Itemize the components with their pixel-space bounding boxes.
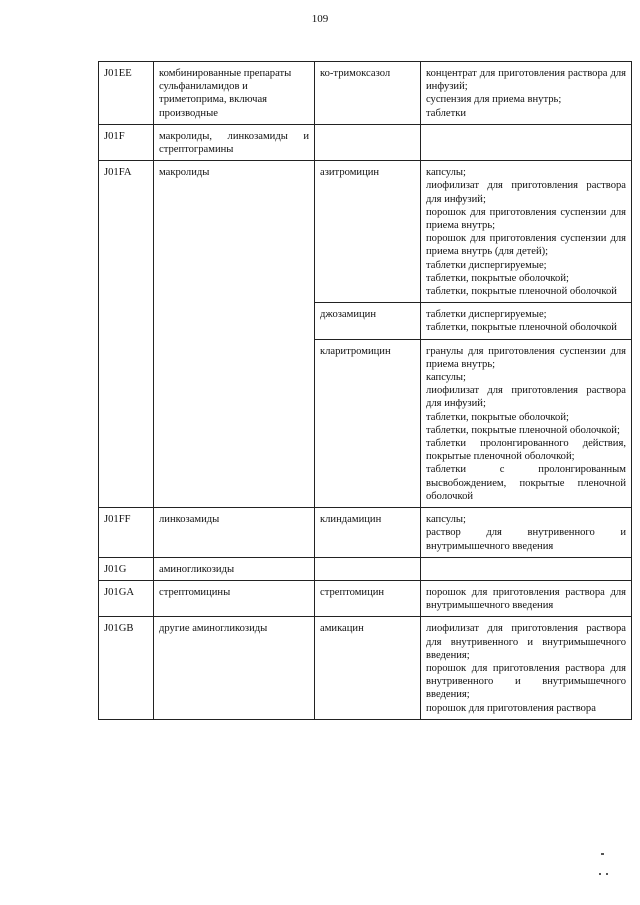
dosage-forms-cell [421, 508, 632, 558]
group-name-cell: другие аминогликозиды [154, 617, 315, 719]
group-name-cell: макролиды [154, 161, 315, 508]
atc-code-cell: J01F [99, 124, 154, 160]
table-row-j01gb [99, 617, 632, 719]
drug-name-cell: азитромицин [315, 161, 421, 303]
dosage-form: таблетки диспергируемые; [426, 259, 547, 271]
dosage-form: таблетки пролонгированного действия, покрытые пленочной оболочкой; [426, 438, 626, 463]
table-row-j01f [99, 124, 632, 160]
atc-code-cell: J01G [99, 557, 154, 580]
table-row-j01g [99, 557, 632, 580]
atc-code-cell: J01FA [99, 161, 154, 508]
dosage-form: лиофилизат для приготовления раствора для инфузий; [426, 385, 626, 410]
atc-code-cell: J01FF [99, 508, 154, 558]
table-row-j01fa [99, 161, 632, 303]
dosage-form: таблетки диспергируемые; [426, 309, 547, 321]
atc-code-cell: J01EE [99, 62, 154, 125]
dosage-form: гранулы для приготовления суспензии для приема внутрь; [426, 345, 626, 370]
dosage-form: лиофилизат для приготовления раствора для внутривенного и внутримышечного введения; [426, 623, 626, 661]
dosage-forms-cell [421, 303, 632, 339]
group-name-cell: макролиды, линкозамиды и стрептограмины [154, 124, 315, 160]
dosage-form: порошок для приготовления раствора [426, 702, 596, 714]
dosage-form: таблетки, покрытые пленочной оболочкой [426, 322, 617, 334]
atc-code-cell: J01GA [99, 580, 154, 616]
scan-artifact-mark [599, 873, 601, 875]
dosage-form: капсулы; [426, 372, 466, 384]
drug-name-cell [315, 557, 421, 580]
drug-name-cell: кларитромицин [315, 339, 421, 507]
dosage-form: лиофилизат для приготовления раствора для инфузий; [426, 180, 626, 205]
dosage-form: таблетки, покрытые пленочной оболочкой; [426, 424, 620, 436]
group-name-cell: аминогликозиды [154, 557, 315, 580]
dosage-form: таблетки [426, 107, 467, 119]
scan-artifact-mark [601, 853, 604, 855]
group-name-cell: комбинированные препараты сульфаниламидов и триметоприма, включая производные [154, 62, 315, 125]
table-row-j01ga [99, 580, 632, 616]
dosage-form: порошок для приготовления раствора для внутримышечного введения [426, 586, 626, 612]
drug-name-cell: стрептомицин [315, 580, 421, 616]
table-row-j01ff [99, 508, 632, 558]
drug-table [98, 61, 632, 720]
dosage-forms-cell [421, 124, 632, 160]
dosage-forms-cell [421, 62, 632, 125]
dosage-form: таблетки, покрытые пленочной оболочкой [426, 286, 617, 298]
table-row-j01ee [99, 62, 632, 125]
dosage-form: таблетки с пролонгированным высвобождением, покрытые пленочной оболочкой [426, 464, 626, 502]
dosage-form: порошок для приготовления раствора для внутривенного и внутримышечного введения; [426, 662, 626, 701]
dosage-form: концентрат для приготовления раствора для инфузий; [426, 68, 626, 93]
group-name-cell: линкозамиды [154, 508, 315, 558]
drug-name-cell: ко-тримоксазол [315, 62, 421, 125]
dosage-form: суспензия для приема внутрь; [426, 94, 562, 106]
dosage-form: порошок для приготовления суспензии для приема внутрь (для детей); [426, 233, 626, 258]
dosage-form: порошок для приготовления суспензии для приема внутрь; [426, 206, 626, 232]
dosage-form: таблетки, покрытые оболочкой; [426, 411, 569, 423]
drug-name-cell: амикацин [315, 617, 421, 719]
dosage-forms-cell [421, 557, 632, 580]
drug-name-cell [315, 124, 421, 160]
page-number: 109 [311, 13, 329, 25]
dosage-forms-cell [421, 339, 632, 507]
group-name-cell: стрептомицины [154, 580, 315, 616]
dosage-forms-cell [421, 617, 632, 719]
atc-code-cell: J01GB [99, 617, 154, 719]
drug-name-cell: клиндамицин [315, 508, 421, 558]
dosage-form: капсулы; [426, 167, 466, 179]
dosage-forms-cell [421, 580, 632, 616]
dosage-forms-cell [421, 161, 632, 303]
drug-name-cell: джозамицин [315, 303, 421, 339]
dosage-form: капсулы; [426, 514, 466, 526]
dosage-form: раствор для внутривенного и внутримышечного введения [426, 527, 626, 552]
dosage-form: таблетки, покрытые оболочкой; [426, 272, 569, 284]
scan-artifact-mark [606, 873, 608, 875]
